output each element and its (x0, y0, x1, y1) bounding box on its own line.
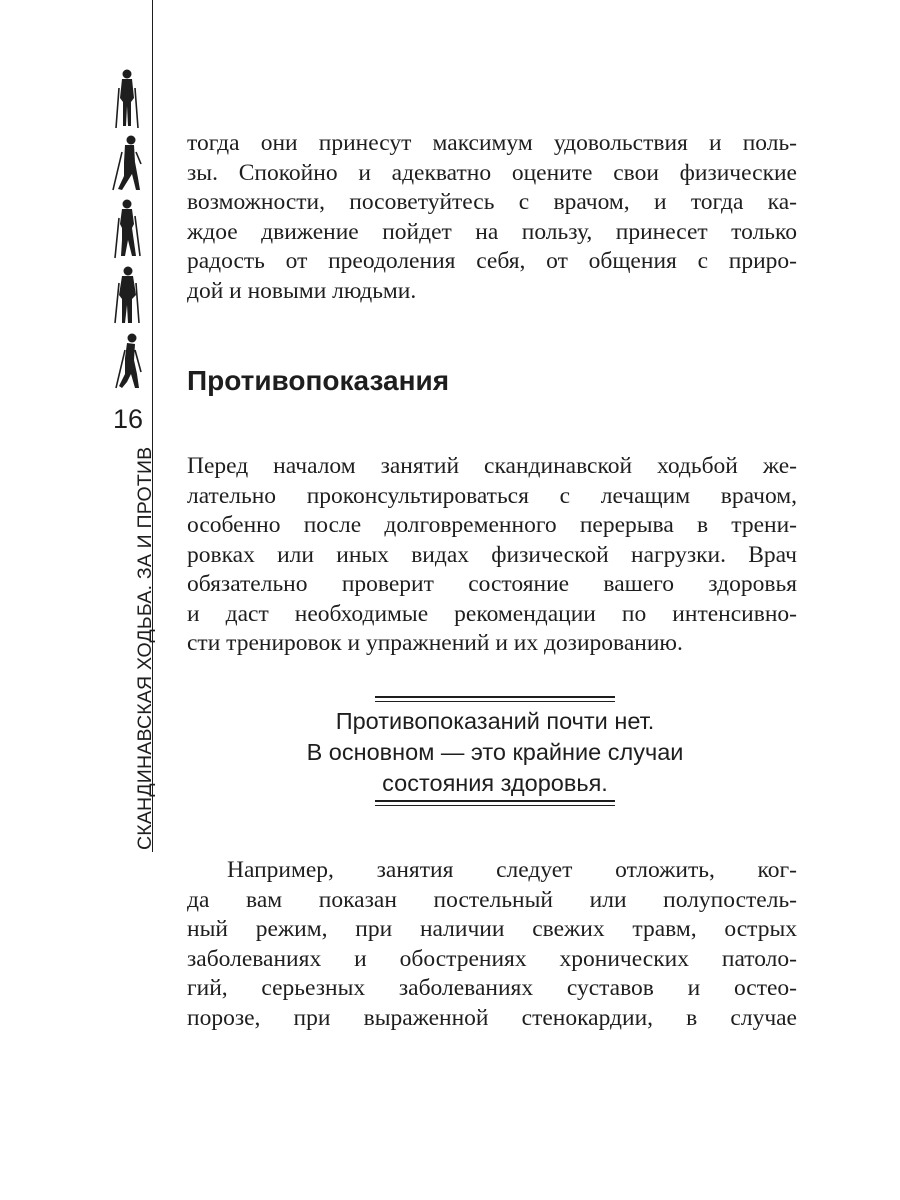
callout-box (250, 706, 740, 799)
text-line: порозе, при выраженной стенокардии, в случае (187, 1004, 797, 1031)
text-line: радость от преодоления себя, от общения с приро- (187, 248, 797, 274)
walker-silhouette-icon (110, 134, 144, 194)
text-line: дой и новыми людьми. (187, 277, 417, 304)
text-line: сти тренировок и упражнений и их дозированию. (187, 630, 683, 656)
text-line: особенно после долговременного перерыва в трени- (187, 512, 797, 538)
text-line: и даст необходимые рекомендации по интенсивно- (187, 600, 797, 627)
text-line: да вам показан постельный или полупостель- (187, 886, 797, 913)
text-line: зы. Спокойно и адекватно оцените свои физические (187, 159, 797, 186)
text-line: ждое движение пойдет на пользу, принесет только (187, 218, 797, 245)
text-line: ный режим, при наличии свежих травм, острых (187, 916, 797, 942)
text-line: Например, занятия следует отложить, ког- (227, 857, 797, 883)
section-heading: Противопоказания (187, 365, 450, 396)
callout-line: Противопоказаний почти нет. (335, 708, 655, 734)
walker-silhouette-icon (110, 198, 144, 260)
callout-top-rule (375, 696, 615, 702)
running-title: СКАНДИНАВСКАЯ ХОДЬБА. ЗА И ПРОТИВ (134, 446, 156, 850)
callout-line: состояния здоровья. (382, 770, 608, 796)
callout-line: В основном — это крайние случаи (306, 739, 684, 765)
body-paragraph (187, 856, 797, 1033)
page-number: 16 (112, 404, 144, 434)
intro-paragraph (187, 129, 797, 306)
walker-silhouette-icon (110, 332, 144, 392)
walker-silhouette-icon (110, 68, 144, 132)
text-line: тогда они принесут максимум удовольствия и поль- (187, 130, 797, 156)
text-line: заболеваниях и обострениях хронических патоло- (187, 945, 797, 972)
callout-bottom-rule (375, 800, 615, 806)
text-line: ровках или иных видах физической нагрузки. Врач (187, 541, 797, 568)
text-line: лательно проконсультироваться с лечащим врачом, (187, 482, 797, 509)
text-line: Перед началом занятий скандинавской ходьбой же- (187, 453, 797, 479)
text-line: обязательно проверит состояние вашего здоровья (187, 571, 797, 597)
body-paragraph (187, 452, 797, 659)
text-line: возможности, посоветуйтесь с врачом, и тогда ка- (187, 189, 797, 215)
walker-silhouette-icon (110, 265, 144, 327)
text-line: гий, серьезных заболеваниях суставов и остео- (187, 975, 797, 1001)
